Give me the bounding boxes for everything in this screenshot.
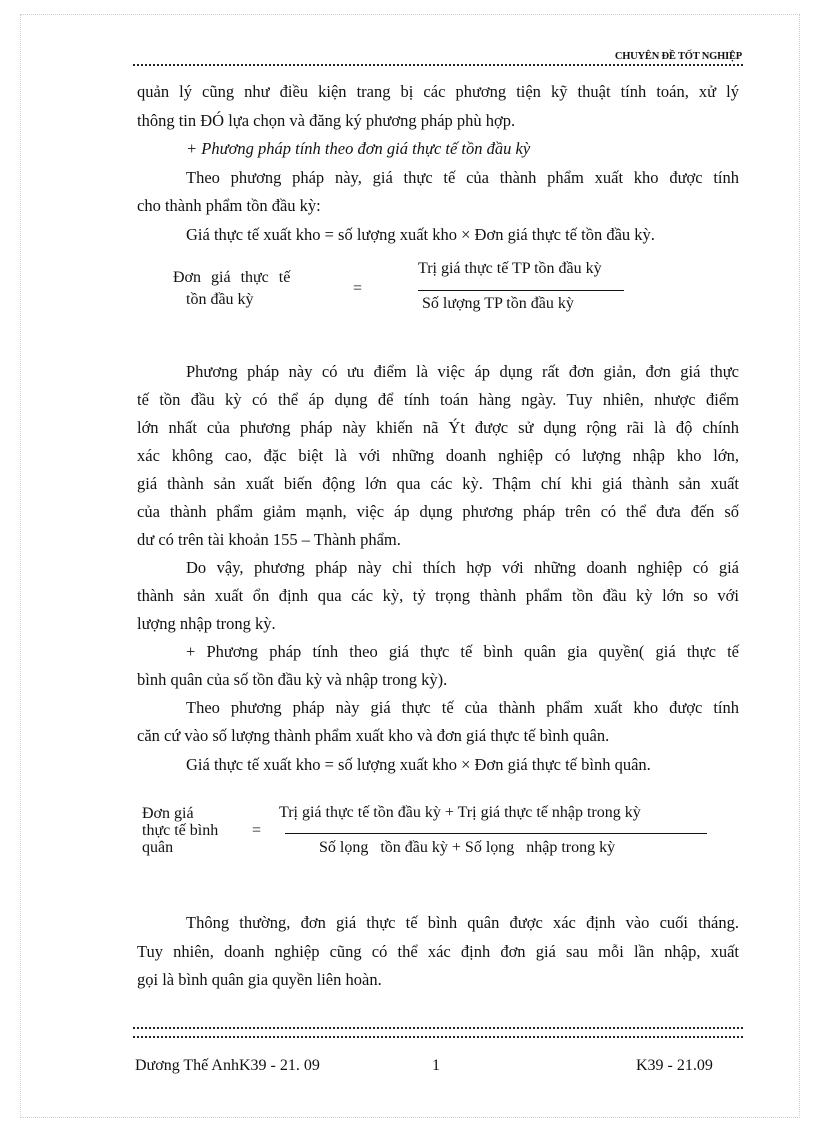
para-4-line-2: bình quân của số tồn đầu kỳ và nhập trong kỳ). (137, 670, 448, 689)
para-2-line-5: giá thành sản xuất biến động lớn qua các kỳ. Thậm chí khi giá thành sản xuất (137, 474, 739, 493)
para-2-line-4: xác không cao, đặc biệt là với những doanh nghiệp có lượng nhập kho lớn, (137, 446, 739, 465)
para-6-line-3: gọi là bình quân gia quyền liên hoàn. (137, 970, 382, 989)
para-5-line-2: căn cứ vào số lượng thành phẩm xuất kho và đơn giá thực tế bình quân. (137, 726, 610, 745)
formula-2-denominator: Số lọng tồn đầu kỳ + Số lọng nhập trong kỳ (319, 839, 616, 856)
para-3-line-1: Do vậy, phương pháp này chỉ thích hợp với những doanh nghiệp có giá (186, 558, 739, 577)
para-3-line-3: lượng nhập trong kỳ. (137, 614, 276, 633)
para-2-line-6: của thành phẩm giảm mạnh, việc áp dụng phương pháp trên có thể đưa đến số (137, 502, 739, 521)
body-line-4: Theo phương pháp này, giá thực tế của thành phẩm xuất kho được tính (186, 168, 739, 187)
formula-2-fraction-bar (285, 833, 707, 834)
formula-2-numerator: Trị giá thực tế tồn đầu kỳ + Trị giá thực tế nhập trong kỳ (279, 804, 641, 821)
method-heading-1: + Phương pháp tính theo đơn giá thực tế tồn đầu kỳ (186, 139, 531, 158)
formula-1-equals: = (353, 280, 363, 297)
para-2-line-1: Phương pháp này có ưu điểm là việc áp dụng rất đơn giản, đơn giá thực (186, 362, 739, 381)
para-2-line-7: dư có trên tài khoản 155 – Thành phẩm. (137, 530, 401, 549)
footer-author: Dương Thế AnhK39 - 21. 09 (135, 1057, 320, 1074)
para-5-line-1: Theo phương pháp này giá thực tế của thành phẩm xuất kho được tính (186, 698, 739, 717)
formula-2-left-line-2: thực tế bình (142, 822, 219, 839)
para-6-line-2: Tuy nhiên, doanh nghiệp cũng có thể xác định đơn giá sau mỗi lần nhập, xuất (137, 942, 739, 961)
formula-1-left-line-2: tồn đầu kỳ (186, 291, 254, 308)
header-dashed-rule (133, 64, 743, 66)
header-title: CHUYÊN ĐỀ TỐT NGHIỆP (614, 51, 742, 62)
formula-1-numerator: Trị giá thực tế TP tồn đầu kỳ (418, 260, 602, 277)
method-heading-2: + Phương pháp tính theo giá thực tế bình quân gia quyền( giá thực tế (186, 642, 739, 661)
para-2-line-2: tế tồn đầu kỳ có thể áp dụng để tính toán hàng ngày. Tuy nhiên, nhược điểm (137, 390, 739, 409)
formula-2-equals: = (252, 822, 262, 839)
body-line-1: quản lý cũng như điều kiện trang bị các phương tiện kỹ thuật tính toán, xử lý (137, 82, 739, 101)
formula-1-fraction-bar (418, 290, 624, 291)
body-line-5: cho thành phẩm tồn đầu kỳ: (137, 196, 321, 215)
body-line-6: Giá thực tế xuất kho = số lượng xuất kho × Đơn giá thực tế tồn đầu kỳ. (186, 225, 655, 244)
body-line-2: thông tin ĐÓ lựa chọn và đăng ký phương pháp phù hợp. (137, 111, 516, 130)
formula-1-denominator: Số lượng TP tồn đầu kỳ (422, 295, 574, 312)
para-2-line-3: lớn nhất của phương pháp này khiến nã Ýt được sử dụng rộng rãi là độ chính (137, 418, 739, 437)
formula-2-left-line-1: Đơn giá (142, 805, 194, 822)
para-3-line-2: thành sản xuất ổn định qua các kỳ, tỷ trọng thành phẩm tồn đầu kỳ lớn so với (137, 586, 739, 605)
footer-dashed-rule-1 (133, 1027, 743, 1029)
para-6-line-1: Thông thường, đơn giá thực tế bình quân được xác định vào cuối tháng. (186, 913, 739, 932)
footer-dashed-rule-2 (133, 1036, 743, 1038)
formula-2-intro: Giá thực tế xuất kho = số lượng xuất kho × Đơn giá thực tế bình quân. (186, 755, 651, 774)
footer-class-code: K39 - 21.09 (636, 1057, 713, 1074)
formula-2-left-line-3: quân (142, 839, 174, 856)
footer-page-number: 1 (432, 1057, 440, 1074)
formula-1-left-line-1: Đơn giá thực tế (173, 269, 291, 286)
